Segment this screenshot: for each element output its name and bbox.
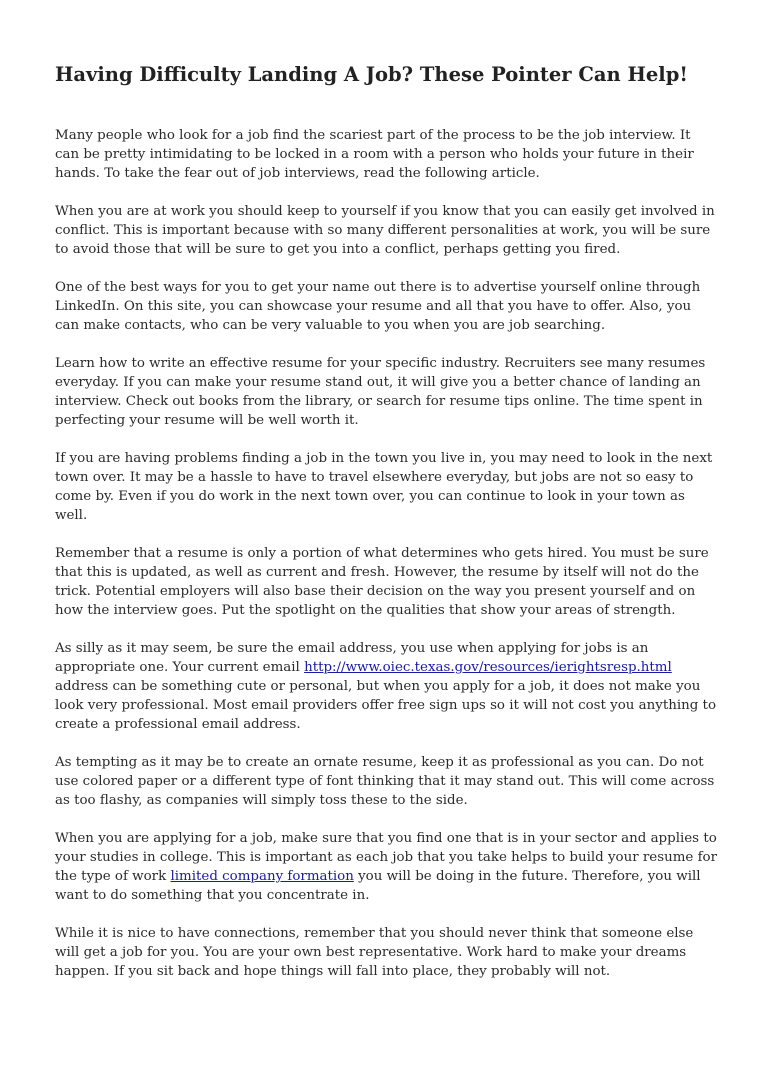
paragraph-7-text-after: address can be something cute or personal, but when you apply for a job, it does not make you look very professional. Most email providers offer free sign ups so it will not cost you anything to create a professional email address. [55, 679, 716, 732]
paragraph-3: One of the best ways for you to get your name out there is to advertise yourself online through LinkedIn. On this site, you can showcase your resume and all that you have to offer. Also, you can make contacts, who can be very valuable to you when you are job searching. [55, 280, 701, 333]
paragraph-8: As tempting as it may be to create an ornate resume, keep it as professional as you can. Do not use colored paper or a different type of font thinking that it may stand out. This will come across as too flashy, as companies will simply toss these to the side. [55, 755, 715, 808]
paragraph-5: If you are having problems finding a job in the town you live in, you may need to look in the next town over. It may be a hassle to have to travel elsewhere everyday, but jobs are not so easy to come by. Even if you do work in the next town over, you can continue to look in your town as well. [55, 451, 713, 523]
paragraph-9-text-after: you will be doing in the future. Therefore, you will want to do something that you concentrate in. [55, 869, 701, 903]
paragraph-1: Many people who look for a job find the scariest part of the process to be the job interview. It can be pretty intimidating to be locked in a room with a person who holds your future in their hands. To take the fear out of job interviews, read the following article. [55, 128, 694, 181]
paragraph-10: While it is nice to have connections, remember that you should never think that someone else will get a job for you. You are your own best representative. Work hard to make your dreams happen. If you sit back and hope things will fall into place, they probably will not. [55, 926, 694, 979]
paragraph-2: When you are at work you should keep to yourself if you know that you can easily get involved in conflict. This is important because with so many different personalities at work, you will be sure to avoid those that will be sure to get you into a conflict, perhaps getting you fired. [55, 204, 715, 257]
paragraph-4: Learn how to write an effective resume for your specific industry. Recruiters see many resumes everyday. If you can make your resume stand out, it will give you a better chance of landing an interview. Check out books from the library, or search for resume tips online. The time spent in perfecting your resume will be well worth it. [55, 356, 706, 428]
paragraph-7-text-before: As silly as it may seem, be sure the email address, you use when applying for jobs is an appropriate one. Your current email [55, 641, 649, 675]
paragraph-7 [55, 639, 718, 734]
paragraph-9 [55, 829, 718, 905]
paragraph-9-text-before: When you are applying for a job, make sure that you find one that is in your sector and applies to your studies in college. This is important as each job that you take helps to build your resume for the type of work [55, 831, 718, 884]
limited-company-formation-link[interactable]: limited company formation [170, 869, 354, 884]
oiec-resources-link[interactable]: http://www.oiec.texas.gov/resources/ierightsresp.html [304, 660, 672, 675]
document-title: Having Difficulty Landing A Job? These Pointer Can Help! [55, 63, 688, 86]
paragraph-6: Remember that a resume is only a portion of what determines who gets hired. You must be sure that this is updated, as well as current and fresh. However, the resume by itself will not do the trick. Potential employers will also base their decision on the way you present yourself and on how the interview goes. Put the spotlight on the qualities that show your areas of strength. [55, 546, 709, 618]
